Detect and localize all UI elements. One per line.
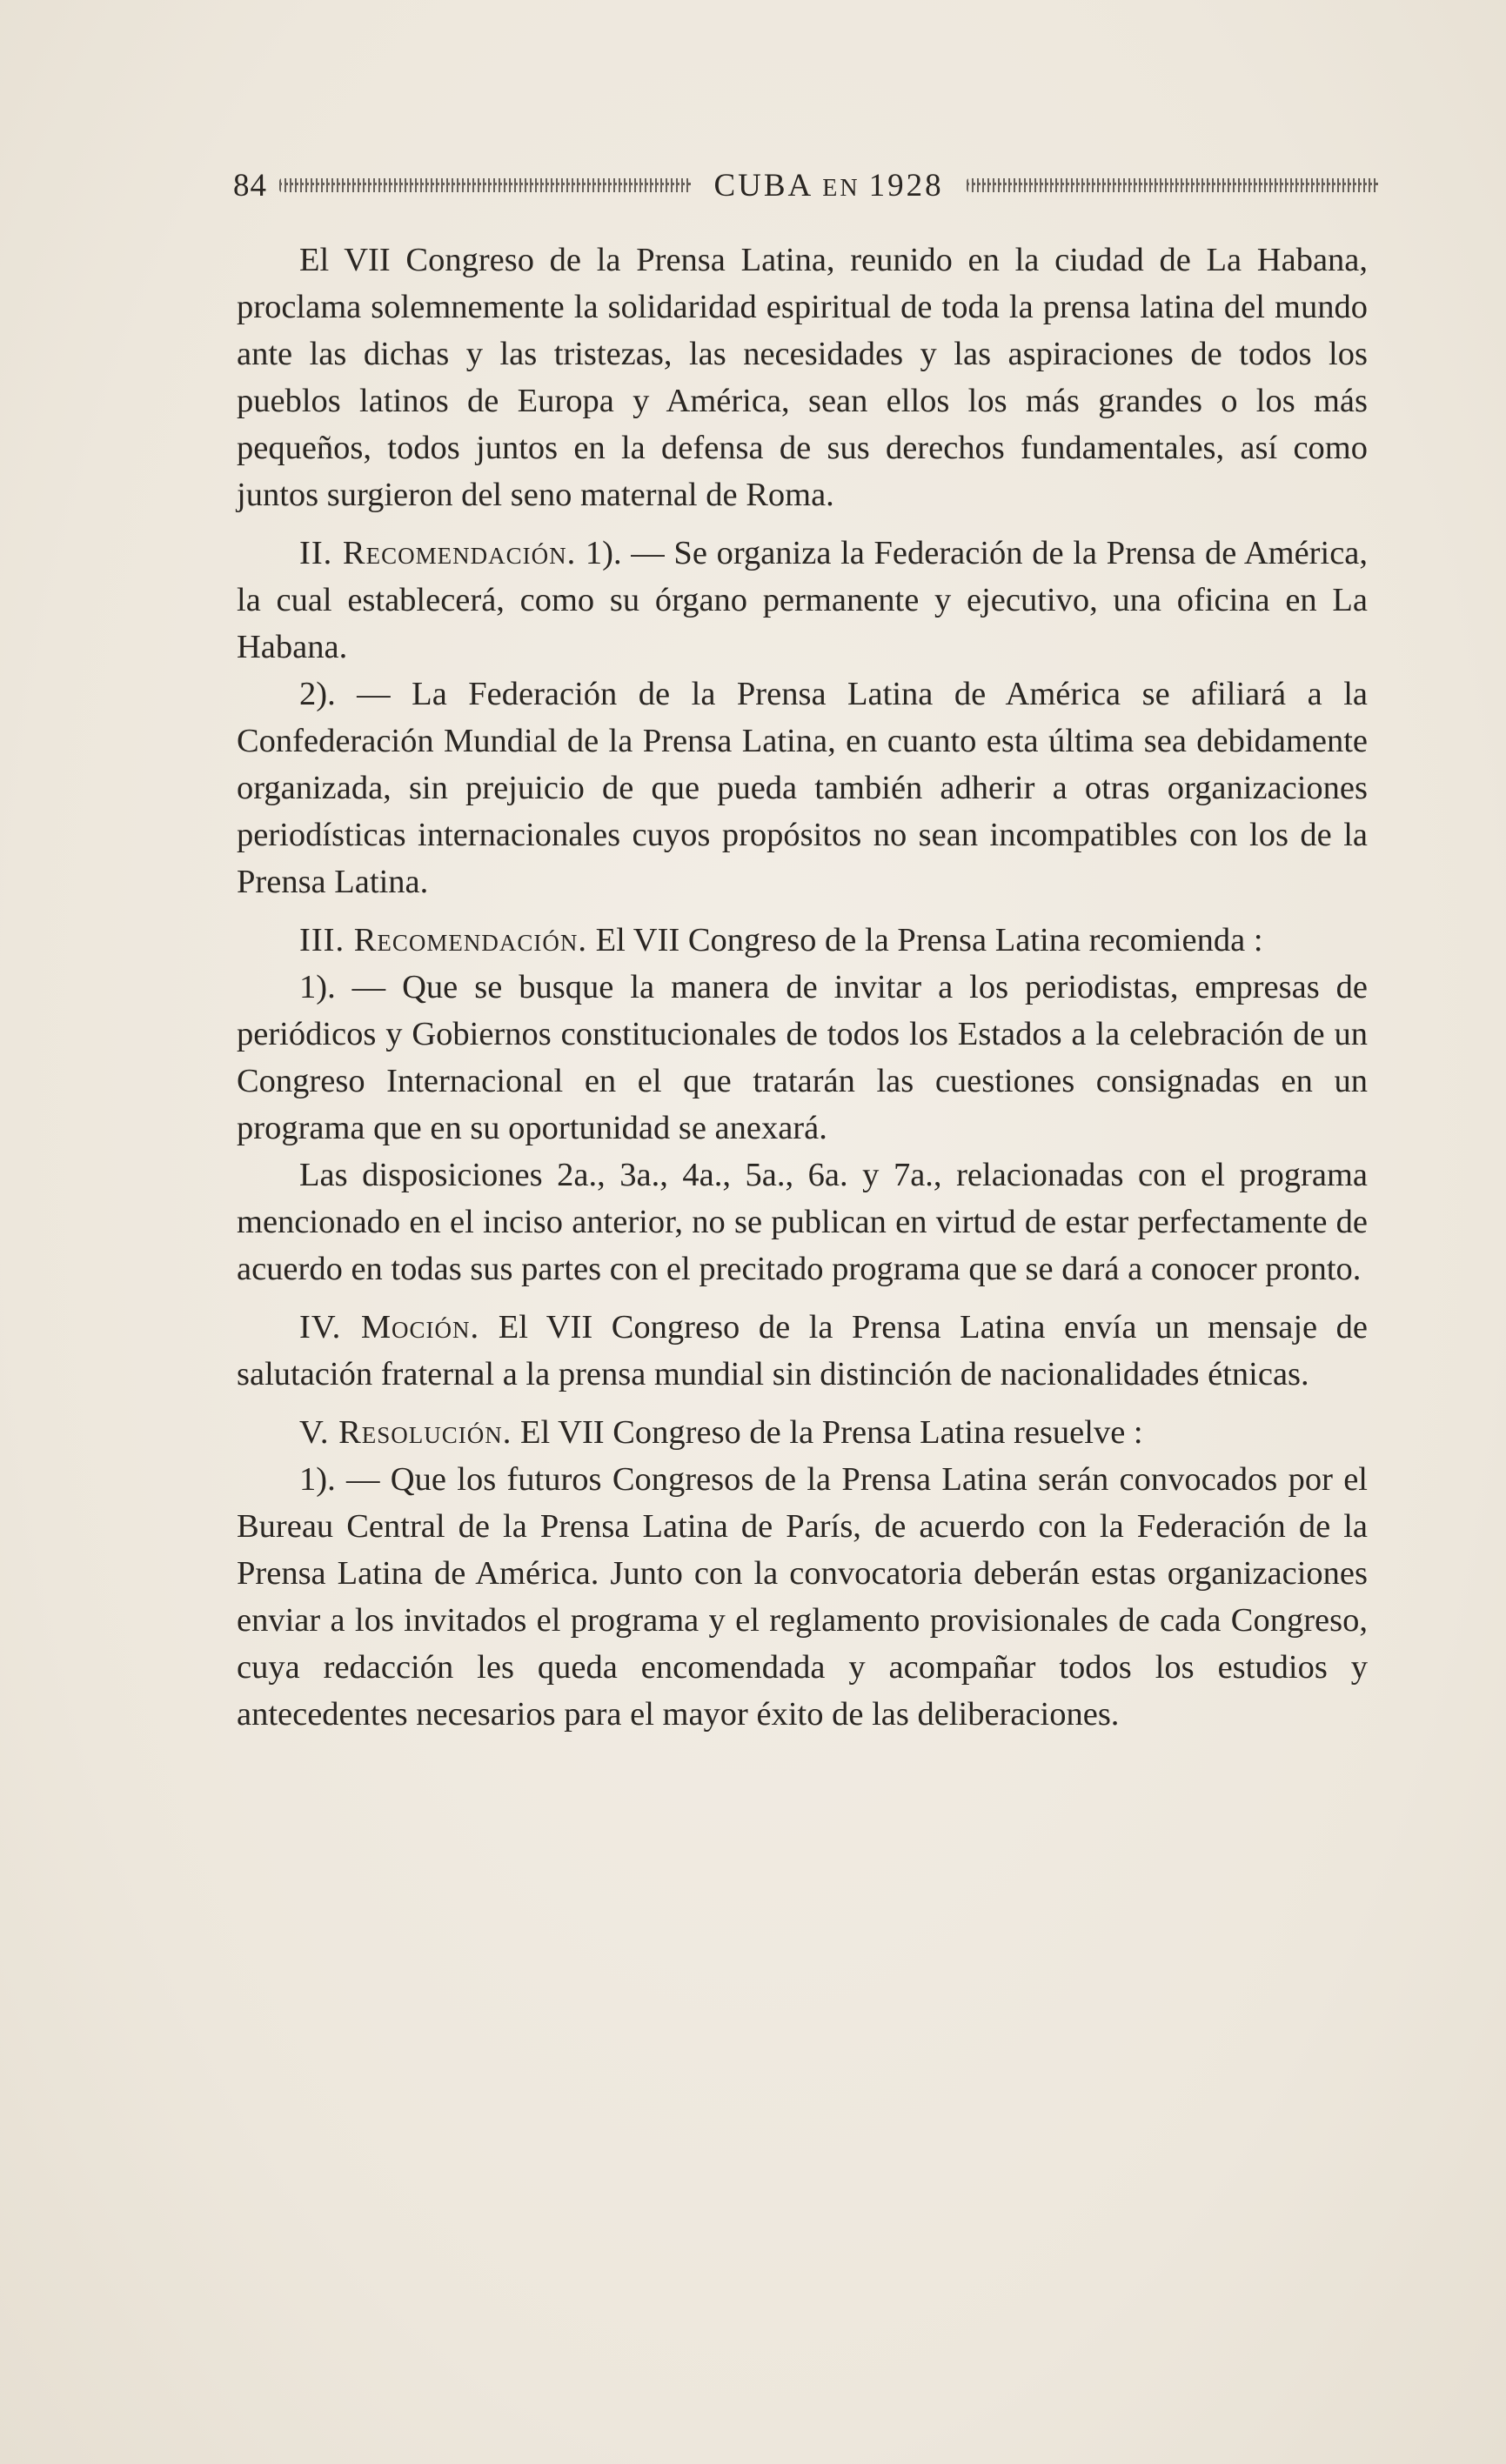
paragraph-9 <box>237 1456 1368 1738</box>
paragraph-6 <box>237 1152 1368 1292</box>
body-text <box>237 237 1368 1738</box>
paragraph-5 <box>237 964 1368 1152</box>
running-title-word: CUBA <box>713 167 814 204</box>
section-lead: V. Resolución. <box>299 1414 512 1451</box>
paragraph-text: El VII Congreso de la Prensa Latina resuelve : <box>512 1414 1143 1451</box>
running-title-year: 1928 <box>868 167 944 204</box>
paragraph-text: 2). — La Federación de la Prensa Latina de América se afiliará a la Confederación Mundial de la Prensa Latina, en cuanto esta última sea debidamente organizada, sin prejuicio de que pueda también adherir a otras organizaciones periodísticas internacionales cuyos propósitos no sean incompatibles con los de la Prensa Latina. <box>237 676 1368 900</box>
paragraph-7 <box>237 1304 1368 1398</box>
paragraph-text: 1). — Que se busque la manera de invitar a los periodistas, empresas de periódicos y Gobiernos constitucionales de todos los Estados a la celebración de un Congreso Internacional en el que tratarán las cuestiones consignadas en un programa que en su oportunidad se anexará. <box>237 969 1368 1146</box>
paragraph-4 <box>237 917 1368 964</box>
paragraph-3 <box>237 671 1368 905</box>
paragraph-text: El VII Congreso de la Prensa Latina envía un mensaje de salutación fraternal a la prensa mundial sin distinción de nacionalidades étnicas. <box>237 1309 1368 1392</box>
ornament-rule-right <box>967 178 1378 192</box>
paragraph-text: Las disposiciones 2a., 3a., 4a., 5a., 6a. y 7a., relacionadas con el programa mencionado en el inciso anterior, no se publican en virtud de estar perfectamente de acuerdo en todas sus partes con el precitado programa que se dará a conocer pronto. <box>237 1157 1368 1287</box>
section-lead: III. Recomendación. <box>299 922 588 958</box>
running-title <box>713 167 943 204</box>
running-title-en: EN <box>822 174 860 202</box>
section-lead: IV. Moción. <box>299 1309 480 1346</box>
running-head <box>233 165 1378 205</box>
ornament-rule-left <box>279 178 691 192</box>
paragraph-text: 1). — Se organiza la Federación de la Prensa de América, la cual establecerá, como su órgano permanente y ejecutivo, una oficina en La Habana. <box>237 535 1368 665</box>
paragraph-2 <box>237 530 1368 671</box>
paragraph-text: El VII Congreso de la Prensa Latina, reunido en la ciudad de La Habana, proclama solemnemente la solidaridad espiritual de toda la prensa latina del mundo ante las dichas y las tristezas, las necesidades y las aspiraciones de todos los pueblos latinos de Europa y América, sean ellos los más grandes o los más pequeños, todos juntos en la defensa de sus derechos fundamentales, así como juntos surgieron del seno maternal de Roma. <box>237 242 1368 513</box>
section-lead: II. Recomendación. <box>299 535 577 571</box>
paragraph-1 <box>237 237 1368 518</box>
paragraph-8 <box>237 1409 1368 1456</box>
paragraph-text: El VII Congreso de la Prensa Latina recomienda : <box>587 922 1263 958</box>
paragraph-text: 1). — Que los futuros Congresos de la Prensa Latina serán convocados por el Bureau Central de la Prensa Latina de París, de acuerdo con la Federación de la Prensa Latina de América. Junto con la convocatoria deberán estas organizaciones enviar a los invitados el programa y el reglamento provisionales de cada Congreso, cuya redacción les queda encomendada y acompañar todos los estudios y antecedentes necesarios para el mayor éxito de las deliberaciones. <box>237 1461 1368 1733</box>
page-number: 84 <box>233 167 267 204</box>
